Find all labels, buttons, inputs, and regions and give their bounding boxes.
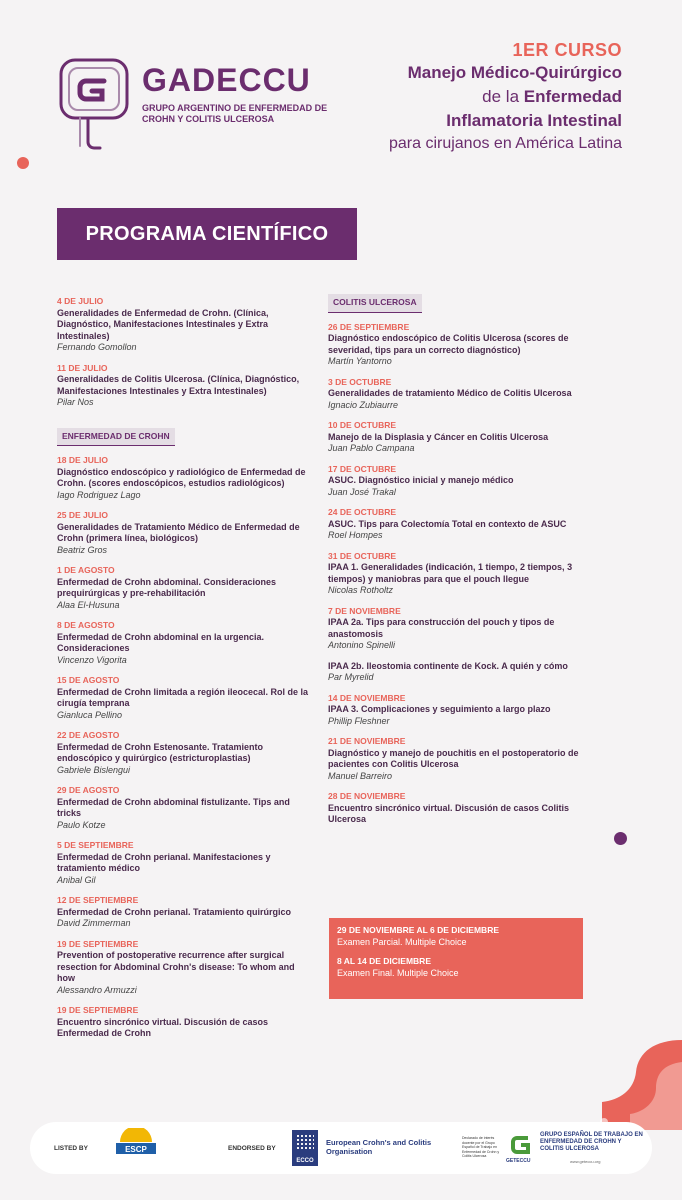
session-title: Enfermedad de Crohn abdominal en la urgencia. Consideraciones	[57, 631, 265, 653]
session-date: 19 DE SEPTIEMBRE	[57, 938, 139, 949]
session-date: 4 DE JULIO	[57, 296, 104, 306]
session-entry	[328, 322, 590, 368]
endorsed-by-label: ENDORSED BY	[228, 1145, 276, 1152]
session-title: Diagnóstico endoscópico y radiológico de Enfermedad de Crohn. (scores endoscópicos, estudios radiológicos)	[57, 466, 306, 488]
geteccu-full-name: GRUPO ESPAÑOL DE TRABAJO EN ENFERMEDAD DE CROHN Y COLITIS ULCEROSA	[540, 1132, 643, 1152]
session-title: Encuentro sincrónico virtual. Discusión de casos Enfermedad de Crohn	[57, 1016, 269, 1038]
session-entry	[57, 730, 312, 776]
session-date: 1 DE AGOSTO	[57, 565, 115, 575]
session-speaker: Iago Rodriguez Lago	[57, 489, 141, 500]
session-title: ASUC. Tips para Colectomía Total en contexto de ASUC	[328, 518, 567, 529]
ecco-name: European Crohn's and Colitis Organisation	[326, 1138, 432, 1156]
geteccu-name: GETECCU	[506, 1158, 531, 1164]
session-entry	[57, 840, 312, 886]
session-entry	[328, 420, 590, 455]
session-speaker: Juan José Trakal	[328, 486, 396, 497]
session-entry	[57, 895, 312, 930]
session-speaker: Phillip Fleshner	[328, 715, 390, 726]
session-speaker: Anibal Gil	[57, 874, 96, 885]
session-date: 5 DE SEPTIEMBRE	[57, 840, 134, 850]
exam-title: Examen Final. Multiple Choice	[337, 967, 459, 978]
session-title: Generalidades de tratamiento Médico de Colitis Ulcerosa	[328, 388, 572, 398]
session-title: IPAA 1. Generalidades (indicación, 1 tiempo, 2 tiempos, 3 tiempos) y maniobras para que el pouch llegue	[328, 562, 573, 584]
session-entry	[328, 736, 590, 782]
session-date: 7 DE NOVIEMBRE	[328, 605, 401, 616]
session-title: IPAA 2b. Ileostomia continente de Kock. A quién y cómo	[328, 660, 568, 671]
session-entry	[57, 510, 312, 556]
session-entry	[328, 661, 590, 684]
session-date: 19 DE SEPTIEMBRE	[57, 1005, 139, 1015]
session-entry	[328, 606, 590, 652]
session-speaker: Gabriele Bislengui	[57, 764, 131, 775]
session-speaker: Manuel Barreiro	[328, 770, 393, 781]
session-speaker: Alaa El-Husuna	[57, 599, 120, 610]
session-speaker: Martín Yantorno	[328, 356, 392, 366]
session-speaker: Juan Pablo Campana	[328, 443, 415, 453]
session-title: IPAA 2a. Tips para construcción del pouch y tipos de anastomosis	[328, 617, 555, 639]
session-speaker: Paulo Kotze	[57, 819, 106, 830]
left-column	[57, 296, 312, 1049]
session-date: 25 DE JULIO	[57, 510, 109, 520]
session-entry	[57, 785, 312, 831]
session-title: Enfermedad de Crohn abdominal. Consideraciones prequirúrgicas y pre-rehabilitación	[57, 576, 277, 598]
session-entry	[328, 507, 590, 542]
session-title: Prevention of postoperative recurrence after surgical resection for Abdominal Crohn's disease: To whom and how	[57, 950, 295, 983]
session-entry	[328, 551, 590, 597]
exam-box	[329, 918, 583, 999]
section-header-colitis: COLITIS ULCEROSA	[328, 294, 422, 313]
session-speaker: Ignacio Zubiaurre	[328, 399, 399, 410]
ecco-badge-text: ECCO	[296, 1158, 314, 1164]
session-title: Enfermedad de Crohn abdominal fistulizante. Tips and tricks	[57, 796, 290, 818]
session-title: IPAA 3. Complicaciones y seguimiento a largo plazo	[328, 704, 551, 714]
session-speaker: Par Myrelid	[328, 672, 374, 682]
session-entry	[57, 939, 312, 997]
session-title: Diagnóstico endoscópico de Colitis Ulcerosa (scores de severidad, tips para un correcto diagnóstico)	[328, 333, 569, 355]
course-title-line-2	[389, 85, 622, 109]
exam-date: 29 DE NOVIEMBRE AL 6 DE DICIEMBRE	[337, 925, 500, 935]
session-date: 21 DE NOVIEMBRE	[328, 736, 406, 746]
ecco-dot-pattern	[296, 1134, 314, 1150]
session-date: 3 DE OCTUBRE	[328, 376, 392, 387]
geteccu-logo-icon	[508, 1132, 536, 1158]
geteccu-url: www.geteccu.org	[570, 1159, 601, 1164]
session-title: ASUC. Diagnóstico inicial y manejo médico	[328, 475, 514, 485]
session-date: 14 DE NOVIEMBRE	[328, 692, 406, 703]
session-entry	[57, 296, 312, 354]
session-speaker: Roel Hompes	[328, 530, 383, 540]
course-label: 1ER CURSO	[512, 40, 622, 60]
session-speaker: Gianluca Pellino	[57, 709, 123, 720]
course-title-block	[389, 40, 622, 155]
session-title: Generalidades de Colitis Ulcerosa. (Clínica, Diagnóstico, Manifestaciones Intestinales y Extra Intestinales)	[57, 374, 300, 396]
session-date: 10 DE OCTUBRE	[328, 420, 397, 430]
session-entry	[57, 620, 312, 666]
course-title-line-3: Inflamatoria Intestinal	[446, 111, 622, 130]
session-date: 12 DE SEPTIEMBRE	[57, 895, 139, 905]
course-title-line-1: Manejo Médico-Quirúrgico	[407, 63, 622, 82]
escp-text: ESCP	[125, 1145, 147, 1154]
listed-by-label: LISTED BY	[54, 1145, 88, 1152]
course-title-line-4: para cirujanos en América Latina	[388, 135, 622, 152]
course-title-line-2a: de la	[482, 87, 524, 106]
session-title: Generalidades de Tratamiento Médico de Enfermedad de Crohn (primera línea, biológicos)	[57, 521, 300, 543]
session-entry	[57, 363, 312, 409]
session-speaker: Nicolas Rotholtz	[328, 585, 394, 595]
session-date: 18 DE JULIO	[57, 455, 109, 465]
section-header-crohn: ENFERMEDAD DE CROHN	[57, 428, 175, 447]
session-speaker: Fernando Gomollon	[57, 342, 137, 352]
decorative-shape	[560, 1030, 682, 1130]
session-date: 8 DE AGOSTO	[57, 620, 115, 630]
session-speaker: Beatriz Gros	[57, 544, 108, 555]
decorative-dot-coral	[17, 157, 29, 169]
session-date: 15 DE AGOSTO	[57, 675, 120, 685]
session-title: Generalidades de Enfermedad de Crohn. (Clínica, Diagnóstico, Manifestaciones Intestinales y Extra Intestinales)	[57, 307, 269, 341]
session-title: Encuentro sincrónico virtual. Discusión de casos Colitis Ulcerosa	[328, 802, 570, 824]
session-speaker: Vincenzo Vigorita	[57, 654, 127, 665]
program-banner: PROGRAMA CIENTÍFICO	[57, 208, 357, 260]
session-entry	[57, 455, 312, 501]
escp-logo-icon	[116, 1128, 156, 1158]
session-title: Enfermedad de Crohn Estenosante. Tratamiento endoscópico y quirúrgico (estricturoplastias)	[57, 741, 264, 763]
session-title: Enfermedad de Crohn perianal. Tratamiento quirúrgico	[57, 906, 292, 917]
session-entry	[57, 565, 312, 611]
session-date: 29 DE AGOSTO	[57, 785, 120, 795]
session-title: Enfermedad de Crohn perianal. Manifestaciones y tratamiento médico	[57, 851, 271, 873]
ecco-logo-icon	[292, 1130, 318, 1166]
session-date: 28 DE NOVIEMBRE	[328, 791, 406, 801]
footer-sponsors	[30, 1122, 652, 1174]
session-entry	[328, 693, 590, 728]
session-title: Enfermedad de Crohn limitada a región ileocecal. Rol de la cirugía temprana	[57, 686, 309, 708]
decorative-dot-purple	[614, 832, 627, 845]
declaration-text: Declarado de interés docente por el Grupo Español de Trabajo en Enfermedad de Crohn y Colitis Ulcerosa	[462, 1136, 500, 1158]
exam-date: 8 AL 14 DE DICIEMBRE	[337, 956, 431, 966]
session-title: Diagnóstico y manejo de pouchitis en el postoperatorio de pacientes con Colitis Ulcerosa	[328, 747, 579, 769]
session-entry	[328, 377, 590, 412]
course-title-line-2b: Enfermedad	[523, 87, 622, 106]
session-speaker: David Zimmerman	[57, 918, 131, 928]
session-title: Manejo de la Displasia y Cáncer en Colitis Ulcerosa	[328, 431, 549, 442]
exam-title: Examen Parcial. Multiple Choice	[337, 936, 467, 947]
session-entry	[57, 675, 312, 721]
session-date: 26 DE SEPTIEMBRE	[328, 321, 410, 332]
session-entry	[328, 464, 590, 499]
session-date: 22 DE AGOSTO	[57, 730, 120, 740]
session-date: 31 DE OCTUBRE	[328, 550, 397, 561]
session-date: 11 DE JULIO	[57, 362, 108, 373]
session-date: 24 DE OCTUBRE	[328, 507, 397, 517]
session-speaker: Antonino Spinelli	[328, 640, 396, 650]
session-speaker: Alessandro Armuzzi	[57, 984, 137, 995]
session-entry	[57, 1005, 312, 1040]
org-subtitle: GRUPO ARGENTINO DE ENFERMEDAD DE CROHN Y COLITIS ULCEROSA	[142, 103, 328, 124]
right-column	[328, 294, 590, 835]
session-date: 17 DE OCTUBRE	[328, 463, 397, 474]
session-speaker: Pilar Nos	[57, 397, 94, 407]
org-name: GADECCU	[142, 62, 311, 98]
session-entry	[328, 791, 590, 826]
gadeccu-logo-icon	[58, 57, 130, 153]
